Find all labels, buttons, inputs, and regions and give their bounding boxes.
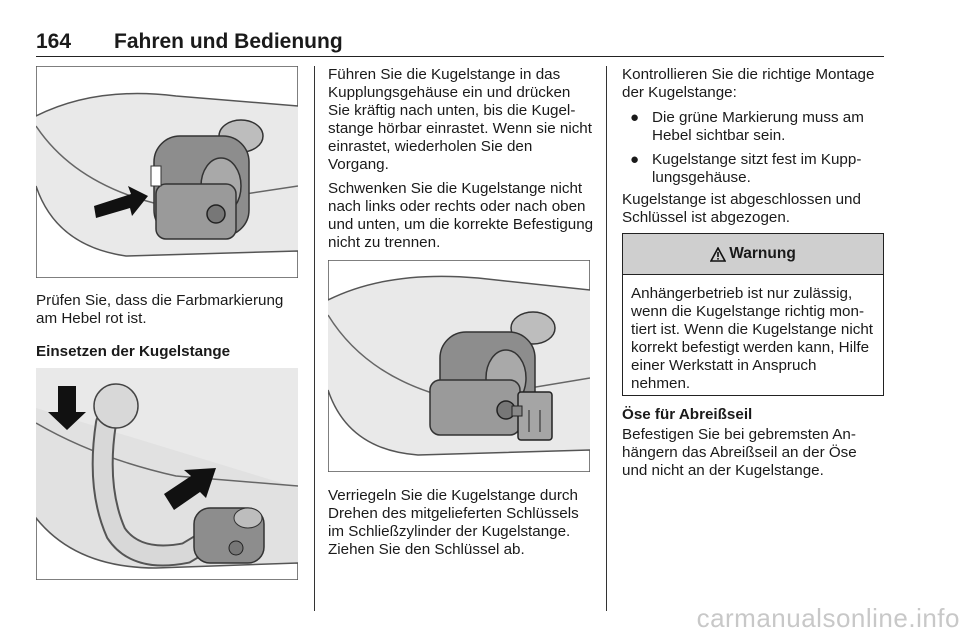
page-title: Fahren und Bedienung xyxy=(114,30,343,53)
figure-lock-with-key xyxy=(328,260,590,472)
watermark: carmanualsonline.info xyxy=(696,603,960,633)
check-mounting-intro: Kontrollieren Sie die richtige Montage der Kugelstange: xyxy=(622,66,875,101)
bullet-icon: ● xyxy=(630,151,640,168)
insert-heading: Einsetzen der Kugelstange xyxy=(36,343,231,360)
eyelet-text: Befestigen Sie bei gebremsten Anhängern das Abreißseil an der Öse und nicht an der Kugelstange. xyxy=(622,426,857,479)
insert-instruction-text: Führen Sie die Kugelstange in das Kupplungsgehäuse ein und drücken Sie kräftig nach unten, bis die Kugelstange hörbar einrastet. Wenn sie nicht einrastet, wiederholen Sie den Vorgang. xyxy=(328,66,592,173)
warning-text: Anhängerbetrieb ist nur zulässig, wenn die Kugelstange richtig montiert ist. Wenn die Kugelstange nicht korrekt befestigt werden kann, Hilfe einer Werkstatt in Anspruch nehmen. xyxy=(631,285,874,392)
lock-with-key-illustration xyxy=(328,260,590,472)
eyelet-heading: Öse für Abreißseil xyxy=(622,406,753,423)
warning-title: Warnung xyxy=(729,245,796,262)
list-item: ● Die grüne Markierung muss am Hebel sichtbar sein. xyxy=(630,109,864,144)
coupling-housing-illustration xyxy=(36,66,298,278)
figure-insert-ball-bar xyxy=(36,368,298,580)
insert-ball-bar-illustration xyxy=(36,368,298,580)
column-divider-right xyxy=(606,66,607,611)
bullet-icon: ● xyxy=(630,109,640,126)
check-marking-text: Prüfen Sie, dass die Farbmarkierung am Hebel rot ist. xyxy=(36,292,284,327)
header-rule xyxy=(36,56,884,57)
figure-coupling-housing xyxy=(36,66,298,278)
warning-box xyxy=(622,233,884,396)
list-item: ● Kugelstange sitzt fest im Kupplungsgehäuse. xyxy=(630,151,862,186)
column-divider-left xyxy=(314,66,315,611)
warning-triangle-icon xyxy=(710,247,726,262)
warning-header xyxy=(623,234,883,275)
locked-text: Kugelstange ist abgeschlossen und Schlüssel ist abgezogen. xyxy=(622,191,861,226)
page-number: 164 xyxy=(36,30,72,53)
no-swivel-text: Schwenken Sie die Kugelstange nicht nach links oder rechts oder nach oben und unten, um die korrekte Befestigung nicht zu trennen. xyxy=(328,180,594,251)
check-list xyxy=(622,109,884,193)
lock-instruction-text: Verriegeln Sie die Kugelstange durch Drehen des mitgelieferten Schlüssels im Schließzylinder der Kugelstange. Ziehen Sie den Schlüssel ab. xyxy=(328,487,579,558)
